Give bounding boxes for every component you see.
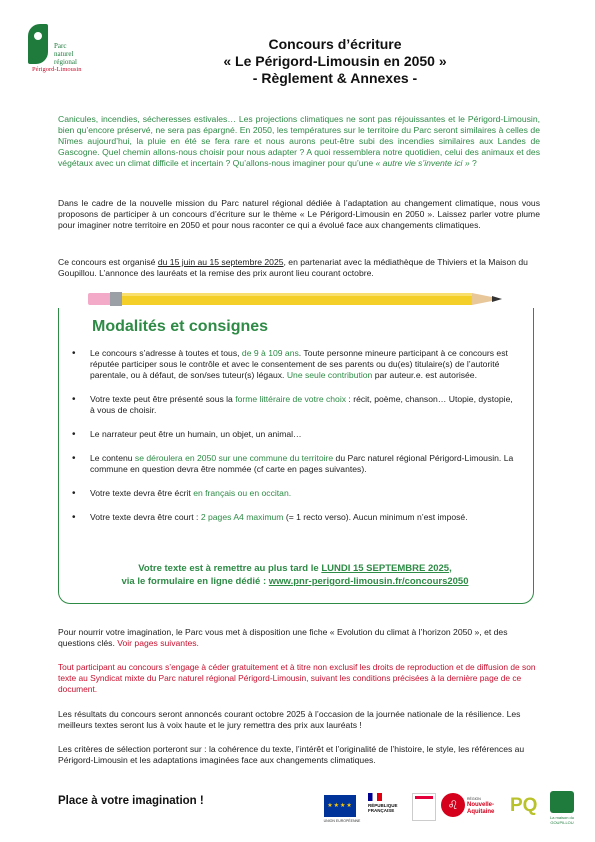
logo-word: Parc [54,42,67,50]
rule-highlight: de 9 à 109 ans [241,348,299,358]
rule-highlight: en français ou en occitan. [193,488,292,498]
pencil-icon [88,291,512,307]
region-line: Aquitaine [467,809,495,815]
rule-text: : récit, poème, chanson… Utopie, dystopie, à vous de choisir. [90,394,513,415]
republique-logo [366,791,400,827]
partner-logo-pq [510,791,536,827]
context-paragraph: Dans le cadre de la nouvelle mission du Parc naturel régional dédiée à l’adaptation au changement climatique, nous vous proposons de participer à un concours d’écriture sur le thème « Le Périgord-Limousin en 2050 ». Laissez parler votre plume pour imaginer notre territoire en 2050 et pour nous raconter ce qui a évolué face aux changements climatiques. [58,198,540,230]
deadline-post: , [449,563,452,574]
rights-paragraph: Tout participant au concours s’engage à céder gratuitement et à titre non exclusif les droits de reproduction et de diffusion de son texte au Syndicat mixte du Parc naturel régional Périgord-Limousin, suivant les conditions précisées à la dernière page de ce document. [58,662,536,694]
submission-line [70,576,520,587]
republique-text [368,803,398,813]
dates-post: , en partenariat avec la médiathèque de Thiviers et la Maison du Goupillou. L’annonce des lauréats et la remise des prix auront lieu courant octobre. [58,257,528,278]
rule-text: Le narrateur peut être un humain, un objet, un animal… [90,429,302,439]
goupillou-line: GOUPILLOU [550,820,574,825]
rule-text: Votre texte devra être court : [90,512,201,522]
intro-text: Canicules, incendies, sécheresses estivales… Les projections climatiques ne sont pas réjouissantes et le Périgord-Limousin, bien qu’encore préservé, ne sera pas épargné. En 2050, les températures sur le territoire du Parc seront similaires à celles de Nîmes aujourd’hui, la pluie en été se fera rare et nous aurons peut-être subi des incendies similaires aux Landes de Gascogne. Quel chemin allons-nous choisir pour nous adapter ? A quoi ressemblera notre quotidien, celui des animaux et des végétaux avec un climat difficile et incertain ? Qu’allons-nous imaginer pour qu’une [58,114,540,168]
resources-paragraph [58,627,540,649]
region-small: RÉGION [467,797,481,801]
page-subtitle-2: - Règlement & Annexes - [252,70,418,86]
see-next-pages: Voir pages suivantes. [117,638,199,648]
goupillou-logo [546,791,576,827]
logo-word: naturel [54,50,74,58]
rule-text: Votre texte peut être présenté sous la [90,394,236,404]
rule-text: du Parc naturel régional Périgord-Limousin. La commune en question devra être nommée (cf carte en pages suivantes). [90,453,514,474]
page-title: Concours d’écriture [268,36,402,52]
deadline-line [70,563,520,574]
rule-text: par auteur.e. est autorisée. [372,370,477,380]
eu-flag-icon: ★★★★ [324,795,356,817]
list-item [66,429,518,440]
region-line: Nouvelle- [467,802,495,808]
rule-text: Votre texte devra être écrit [90,488,194,498]
submission-link[interactable]: www.pnr-perigord-limousin.fr/concours2050 [268,576,469,587]
goupillou-icon [550,791,574,813]
submission-pre: via le formulaire en ligne dédié : [121,576,269,587]
dates-pre: Ce concours est organisé [58,257,158,267]
logo-word: régional [54,58,77,66]
rule-text: . Toute personne mineure participant à ce concours est réputée participer sous le contrôle et avec le consentement de ses parents ou du(es) titulaire(s) de l’autorité parentale, ou à défaut, de son/ses tuteur(s) légaux. [90,348,508,380]
intro-paragraph [58,114,540,169]
rule-highlight: se déroulera en 2050 sur une commune du territoire [134,453,334,463]
results-paragraph: Les résultats du concours seront annoncés courant octobre 2025 à l’occasion de la journée nationale de la résilience. Les meilleurs textes seront lus à voix haute et le jury remettra des prix aux lauréats ! [58,709,521,730]
eu-caption: UNION EUROPÉENNE [323,819,361,823]
goupillou-line: La maison du [549,815,574,820]
list-item [66,394,518,416]
pencil-band [110,292,122,306]
rule-text: Le contenu [90,453,135,463]
nouvelle-aquitaine-logo [441,791,503,827]
rule-text: Le concours s’adresse à toutes et tous, [90,348,242,358]
rule-highlight: 2 pages A4 maximum [200,512,284,522]
contest-dates: du 15 juin au 15 septembre 2025 [157,257,284,267]
deadline-date: LUNDI 15 SEPTEMBRE 2025 [321,563,450,574]
leaf-icon [28,24,48,64]
resources-text: Pour nourrir votre imagination, le Parc vous met à disposition une fiche « Evolution du climat à l’horizon 2050 », et des questions clés. [58,627,508,648]
rule-highlight: forme littéraire de votre choix [235,394,347,404]
republique-line: RÉPUBLIQUE [368,803,398,808]
pencil-eraser [88,293,110,305]
marianne-icon [368,793,382,801]
rule-highlight: Une seule contribution [286,370,373,380]
rule-text: (= 1 recto verso). Aucun minimum n’est imposé. [283,512,468,522]
criteria-paragraph: Les critères de sélection porteront sur : la cohérence du texte, l’intérêt et l’originalité de l’histoire, le style, les références au Périgord-Limousin et les adaptations imaginées face aux changements climatiques. [58,744,525,765]
closing-line: Place à votre imagination ! [58,795,204,807]
intro-end: ? [469,158,477,168]
list-item [66,453,518,475]
list-item [66,348,518,381]
eu-logo [323,791,361,827]
park-logo-icon [26,22,92,92]
region-lion-icon: ♌ [441,793,465,817]
rules-list [66,348,518,523]
partner-pq-icon: PQ [510,795,538,816]
republique-line: FRANÇAISE [368,808,395,813]
list-item [66,512,518,523]
logo-text-top [54,42,77,66]
dates-paragraph [58,257,540,279]
pencil-body [122,293,472,305]
rules-title: Modalités et consignes [92,318,269,335]
region-text [467,797,494,816]
goupillou-text [546,815,578,825]
list-item [66,488,518,499]
ademe-icon [412,793,436,821]
deadline-pre: Votre texte est à remettre au plus tard le [138,563,322,574]
page-subtitle: « Le Périgord-Limousin en 2050 » [223,53,447,69]
intro-quote: « autre vie s’invente ici » [375,158,470,168]
pencil-tip [492,296,502,302]
ademe-logo [410,791,436,827]
logo-text-bottom: Périgord-Limousin [32,66,82,73]
